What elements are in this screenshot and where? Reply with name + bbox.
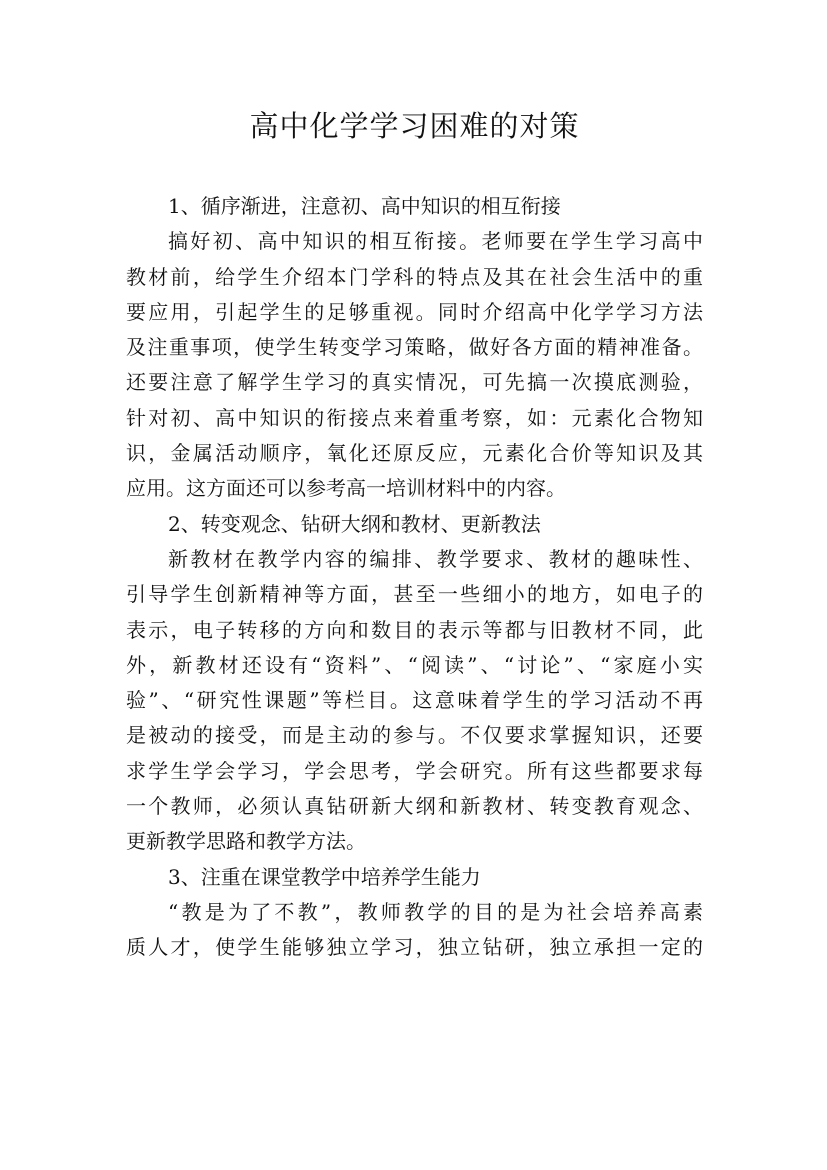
text-line: 识，金属活动顺序，氧化还原反应，元素化合价等知识及其 [126, 441, 703, 466]
text-line: 应用。这方面还可以参考高一培训材料中的内容。 [126, 476, 566, 501]
text-line: 质人才，使学生能够独立学习，独立钻研，独立承担一定的 [126, 935, 703, 960]
text-line: 针对初、高中知识的衔接点来着重考察，如：元素化合物知 [126, 405, 703, 430]
text-line: 引导学生创新精神等方面，甚至一些细小的地方，如电子的 [126, 582, 703, 607]
text-line: 表示，电子转移的方向和数目的表示等都与旧教材不同，此 [126, 617, 703, 642]
text-line: 还要注意了解学生学习的真实情况，可先搞一次摸底测验， [126, 370, 703, 395]
text-line: 要应用，引起学生的足够重视。同时介绍高中化学学习方法 [126, 299, 703, 324]
text-line: 及注重事项，使学生转变学习策略，做好各方面的精神准备。 [126, 335, 703, 360]
text-line: 3、注重在课堂教学中培养学生能力 [168, 864, 481, 889]
text-line: 是被动的接受，而是主动的参与。不仅要求掌握知识，还要 [126, 723, 703, 748]
document-body [126, 189, 703, 966]
text-line: 更新教学思路和教学方法。 [126, 829, 366, 854]
text-line: 外，新教材还设有“资料”、“阅读”、“讨论”、“家庭小实 [126, 652, 703, 677]
document-title: 高中化学学习困难的对策 [249, 109, 580, 143]
text-line: 教材前，给学生介绍本门学科的特点及其在社会生活中的重 [126, 264, 703, 289]
text-line: 搞好初、高中知识的相互衔接。老师要在学生学习高中 [168, 229, 703, 254]
text-line: 一个教师，必须认真钻研新大纲和新教材、转变教育观念、 [126, 794, 703, 819]
text-line: 新教材在教学内容的编排、教学要求、教材的趣味性、 [168, 546, 703, 571]
text-line: 验”、“研究性课题”等栏目。这意味着学生的学习活动不再 [126, 688, 703, 713]
text-line: 求学生学会学习，学会思考，学会研究。所有这些都要求每 [126, 758, 703, 783]
text-line: “教是为了不教”，教师教学的目的是为社会培养高素 [168, 899, 703, 924]
text-line: 2、转变观念、钻研大纲和教材、更新教法 [168, 511, 541, 536]
text-line: 1、循序渐进，注意初、高中知识的相互衔接 [168, 194, 561, 218]
